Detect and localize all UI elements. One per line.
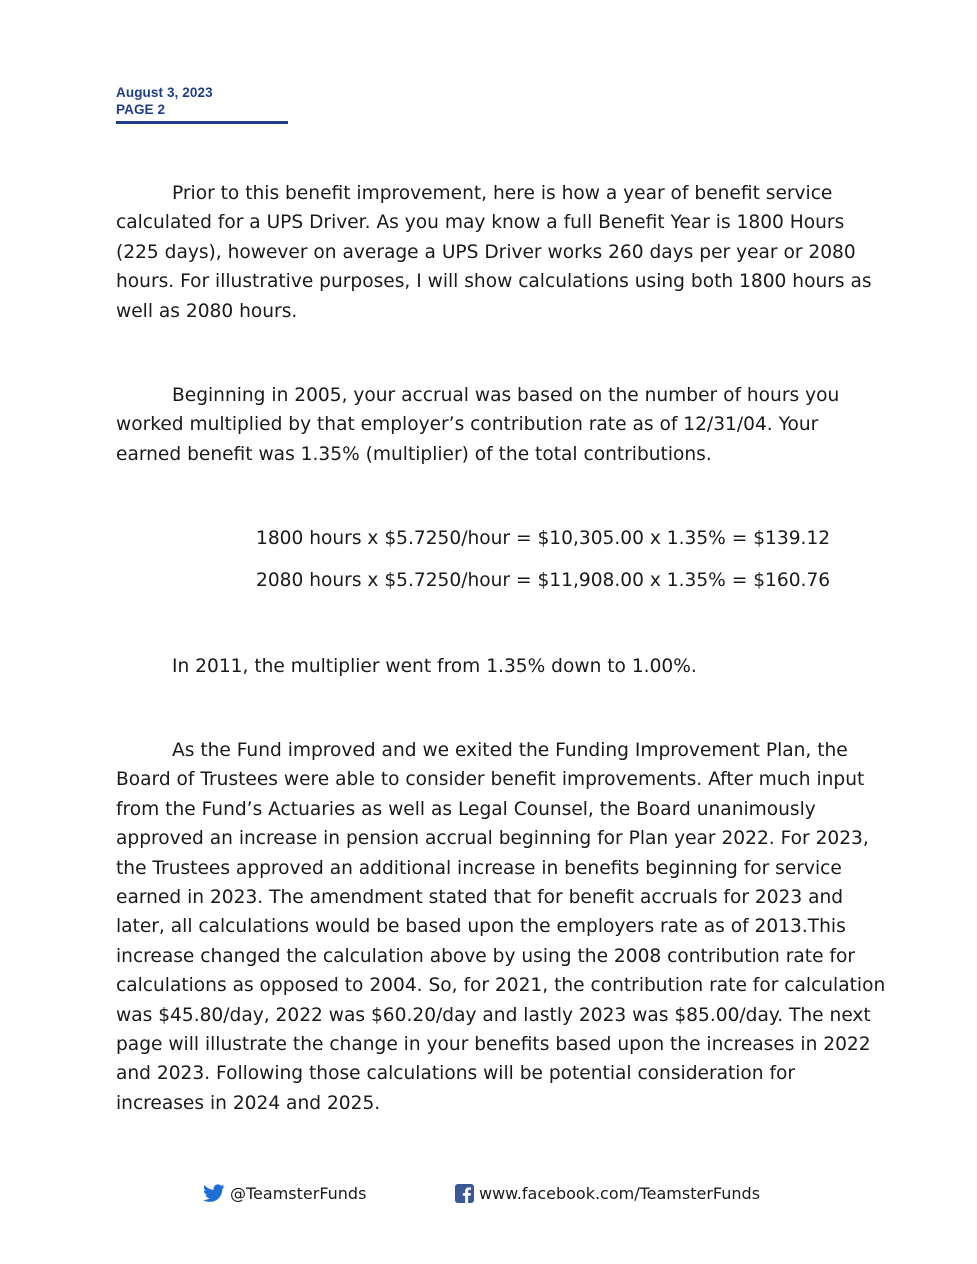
paragraph-text: Prior to this benefit improvement, here is how a year of benefit service calculated for a UPS Driver. As you may know a full Benefit Year is 1800 Hours (225 days), however on average a UPS Driver works 260 days per year or 2080 hours. For illustrative purposes, I will show calculations using both 1800 hours as well as 2080 hours.: [116, 183, 872, 322]
page-footer: [0, 1184, 977, 1208]
twitter-link[interactable]: [203, 1184, 366, 1203]
paragraph-prior-benefit: [116, 179, 886, 326]
facebook-link[interactable]: [455, 1184, 760, 1203]
paragraph-text: Beginning in 2005, your accrual was based on the number of hours you worked multiplied by that employer’s contribution rate as of 12/31/04. Your earned benefit was 1.35% (multiplier) of the total contributions.: [116, 385, 840, 465]
header-page-number: PAGE 2: [116, 102, 166, 117]
facebook-url: www.facebook.com/TeamsterFunds: [479, 1184, 761, 1203]
paragraph-fund-improvement: [116, 736, 886, 1118]
facebook-icon: [455, 1184, 474, 1203]
paragraph-accrual-2005: [116, 381, 886, 469]
calculation-2080-hours: 2080 hours x $5.7250/hour = $11,908.00 x 1.35% = $160.76: [256, 570, 831, 591]
page-header: [116, 84, 288, 124]
twitter-icon: [203, 1184, 225, 1203]
paragraph-multiplier-2011: In 2011, the multiplier went from 1.35% down to 1.00%.: [172, 656, 697, 677]
header-date: August 3, 2023: [116, 85, 213, 100]
twitter-handle: @TeamsterFunds: [230, 1184, 367, 1203]
header-rule: [116, 121, 288, 124]
calculation-1800-hours: 1800 hours x $5.7250/hour = $10,305.00 x 1.35% = $139.12: [256, 528, 831, 549]
paragraph-text: As the Fund improved and we exited the Funding Improvement Plan, the Board of Trustees were able to consider benefit improvements. After much input from the Fund’s Actuaries as well as Legal Counsel, the Board unanimously approved an increase in pension accrual beginning for Plan year 2022. For 2023, the Trustees approved an additional increase in benefits beginning for service earned in 2023. The amendment stated that for benefit accruals for 2023 and later, all calculations would be based upon the employers rate as of 2013.This increase changed the calculation above by using the 2008 contribution rate for calculations as opposed to 2004. So, for 2021, the contribution rate for calculation was $45.80/day, 2022 was $60.20/day and lastly 2023 was $85.00/day. The next page will illustrate the change in your benefits based upon the increases in 2022 and 2023. Following those calculations will be potential consideration for increases in 2024 and 2025.: [116, 740, 886, 1114]
